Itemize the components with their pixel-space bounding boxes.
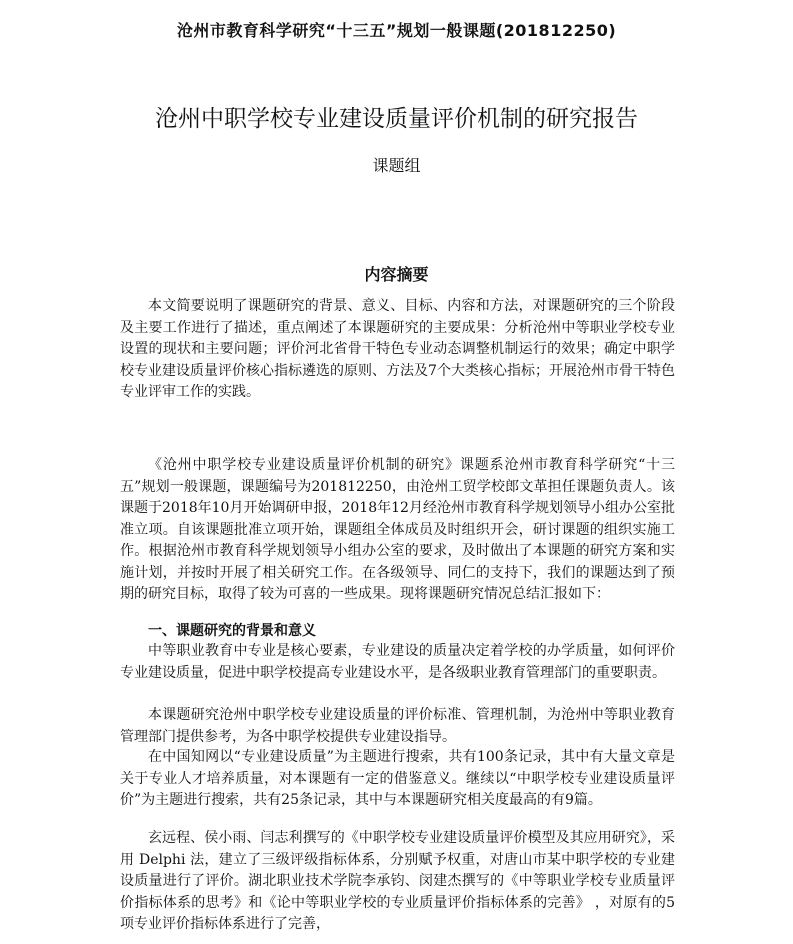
intro-paragraph: 《沧州中职学校专业建设质量评价机制的研究》课题系沧州市教育科学研究“十三五”规划一般课题，课题编号为201812250，由沧州工贸学校郎文革担任课题负责人。该课题于2018年10月开始调研申报，2018年12月经沧州市教育科学规划领导小组办公室批准立项。自该课题批准立项开始，课题组全体成员及时组织开会，研讨课题的组织实施工作。根据沧州市教育科学规划领导小组办公室的要求，及时做出了本课题的研究方案和实施计划，并按时开展了相关研究工作。在各级领导、同仁的支持下，我们的课题达到了预期的研究目标，取得了较为可喜的一些成果。现将课题研究情况总结汇报如下： (120, 457, 675, 602)
body-paragraph: 玄远程、侯小雨、闫志利撰写的《中职学校专业建设质量评价模型及其应用研究》，采用 Delphi 法，建立了三级评级指标体系，分别赋予权重，对唐山市某中职学校的专业建设质量进行了评价。湖北职业技术学院李承钧、闵建杰撰写的《中等职业学校专业质量评价指标体系的思考》和《论中等职业学校的专业质量评价指标体系的完善》 ，对原有的5项专业评价指标体系进行了完善， (120, 830, 675, 932)
project-header: 沧州市教育科学研究“十三五”规划一般课题(201812250) (176, 21, 617, 40)
body-paragraph: 在中国知网以“专业建设质量”为主题进行搜索，共有100条记录，其中有大量文章是关于专业人才培养质量，对本课题有一定的借鉴意义。继续以“中职学校专业建设质量评价”为主题进行搜索，共有25条记录，其中与本课题研究相关度最高的有9篇。 (120, 749, 675, 808)
document-title: 沧州中职学校专业建设质量评价机制的研究报告 (155, 106, 638, 132)
body-paragraph: 中等职业教育中专业是核心要素，专业建设的质量决定着学校的办学质量，如何评价专业建设质量，促进中职学校提高专业建设水平，是各级职业教育管理部门的重要职责。 (120, 643, 675, 681)
abstract-text: 本文简要说明了课题研究的背景、意义、目标、内容和方法，对课题研究的三个阶段及主要工作进行了描述，重点阐述了本课题研究的主要成果：分析沧州中等职业学校专业设置的现状和主要问题；评价河北省骨干特色专业动态调整机制运行的效果；确定中职学校专业建设质量评价核心指标遴选的原则、方法及7个大类核心指标；开展沧州市骨干特色专业评审工作的实践。 (120, 298, 675, 400)
body-paragraph: 本课题研究沧州中职学校专业建设质量的评价标准、管理机制，为沧州中等职业教育管理部门提供参考，为各中职学校提供专业建设指导。 (120, 707, 675, 745)
document-author: 课题组 (372, 156, 421, 175)
abstract-heading: 内容摘要 (364, 265, 429, 284)
section-heading-background: 一、课题研究的背景和意义 (148, 623, 316, 639)
